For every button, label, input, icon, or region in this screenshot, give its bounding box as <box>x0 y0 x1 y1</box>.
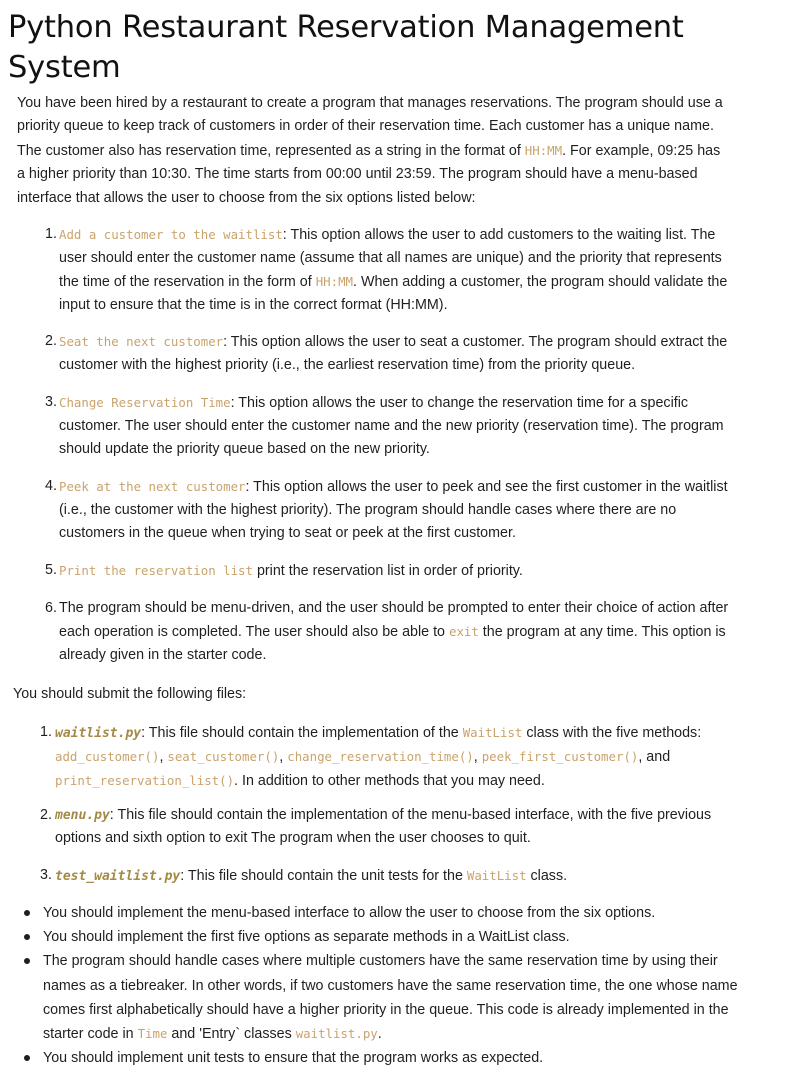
bullet-item: The program should handle cases where multiple customers have the same reservation time by using their names as a tiebreaker. In other words, if two customers have the same reservation time, the one whose name comes first alphabetically should have a higher priority in the queue. This code is already implemented in the starter code in Time and 'Entry` classes waitlist.py. <box>22 949 742 1046</box>
inline-code: Time <box>137 1026 168 1042</box>
option-item: 4. Peek at the next customer: This option allows the user to peek and see the first customer in the waitlist (i.e., the customer with the highest priority). The program should handle cases where there are no customers in the queue when trying to seat or peek at the first customer. <box>45 475 733 545</box>
intro-paragraph: You have been hired by a restaurant to create a program that manages reservations. The program should use a priority queue to keep track of customers in order of their reservation time. Each customer has a unique name. The customer also has reservation time, represented as a string in the format of HH:MM. For example, 09:25 has a higher priority than 10:30. The time starts from 00:00 until 23:59. The program should have a menu-based interface that allows the user to choose from the six options listed below: <box>17 95 723 206</box>
bullet-item: You should implement the first five options as separate methods in a WaitList class. <box>22 925 742 949</box>
inline-code: exit <box>448 624 479 639</box>
inline-code: Add a customer to the waitlist <box>59 227 283 242</box>
item-number: 5. <box>45 562 57 578</box>
inline-code: HH:MM <box>524 142 563 158</box>
option-item: 2. Seat the next customer: This option allows the user to seat a customer. The program should extract the customer with the highest priority (i.e., the earliest reservation time) from the priority queue. <box>45 330 733 377</box>
item-number: 1. <box>40 724 52 740</box>
inline-code: Seat the next customer <box>59 334 224 349</box>
option-item: 3. Change Reservation Time: This option allows the user to change the reservation time for a specific customer. The user should enter the customer name and the new priority (reservation time). The program should update the priority queue based on the new priority. <box>45 391 733 461</box>
item-number: 4. <box>45 478 57 494</box>
bullet-item: You should implement the menu-based interface to allow the user to choose from the six options. <box>22 901 742 925</box>
item-number: 1. <box>45 226 57 242</box>
item-number: 3. <box>45 394 57 410</box>
inline-code: Peek at the next customer <box>59 479 246 494</box>
inline-code: Print the reservation list <box>59 563 253 578</box>
page-title: Python Restaurant Reservation Management System <box>8 10 684 85</box>
option-item: 5. Print the reservation list print the reservation list in order of priority. <box>45 559 733 583</box>
file-name: test_waitlist.py <box>55 869 181 884</box>
inline-code: print_reservation_list() <box>55 773 235 788</box>
item-number: 6. <box>45 600 57 616</box>
item-number: 2. <box>40 807 52 823</box>
file-item: 1. waitlist.py: This file should contain the implementation of the WaitList class with the five methods: add_customer(), seat_customer(), change_reservation_time(), peek_first_customer(), and print_reservation_list(). In addition to other methods that you may need. <box>40 721 730 793</box>
item-number: 3. <box>40 867 52 883</box>
inline-code: Change Reservation Time <box>59 395 231 410</box>
submit-intro: You should submit the following files: <box>13 686 247 702</box>
option-item: 1. Add a customer to the waitlist: This option allows the user to add customers to the waiting list. The user should enter the customer name (assume that all names are unique) and the priority that represents the time of the reservation in the form of HH:MM. When adding a customer, the program should validate the input to ensure that the time is in the correct format (HH:MM). <box>45 223 733 317</box>
requirements-list <box>22 901 742 1070</box>
file-name: menu.py <box>55 808 110 823</box>
inline-code: HH:MM <box>315 274 353 289</box>
file-item: 2. menu.py: This file should contain the implementation of the menu-based interface, with the five previous options and sixth option to exit The program when the user chooses to quit. <box>40 804 730 850</box>
bullet-icon <box>24 934 30 940</box>
inline-code: seat_customer() <box>167 749 280 764</box>
inline-code: WaitList <box>462 725 523 740</box>
inline-code: add_customer() <box>55 749 160 764</box>
file-name: waitlist.py <box>55 726 142 741</box>
bullet-icon <box>24 1055 30 1061</box>
inline-code: change_reservation_time() <box>287 749 474 764</box>
bullet-icon <box>24 910 30 916</box>
bullet-item: You should implement unit tests to ensure that the program works as expected. <box>22 1046 742 1070</box>
file-item: 3. test_waitlist.py: This file should contain the unit tests for the WaitList class. <box>40 864 730 888</box>
bullet-icon <box>24 958 30 964</box>
option-item: 6. The program should be menu-driven, and the user should be prompted to enter their choice of action after each operation is completed. The user should also be able to exit the program at any time. This option is already given in the starter code. <box>45 597 733 667</box>
inline-code: peek_first_customer() <box>481 749 639 764</box>
inline-code: waitlist.py <box>295 1026 378 1042</box>
inline-code: WaitList <box>466 868 527 883</box>
item-number: 2. <box>45 333 57 349</box>
